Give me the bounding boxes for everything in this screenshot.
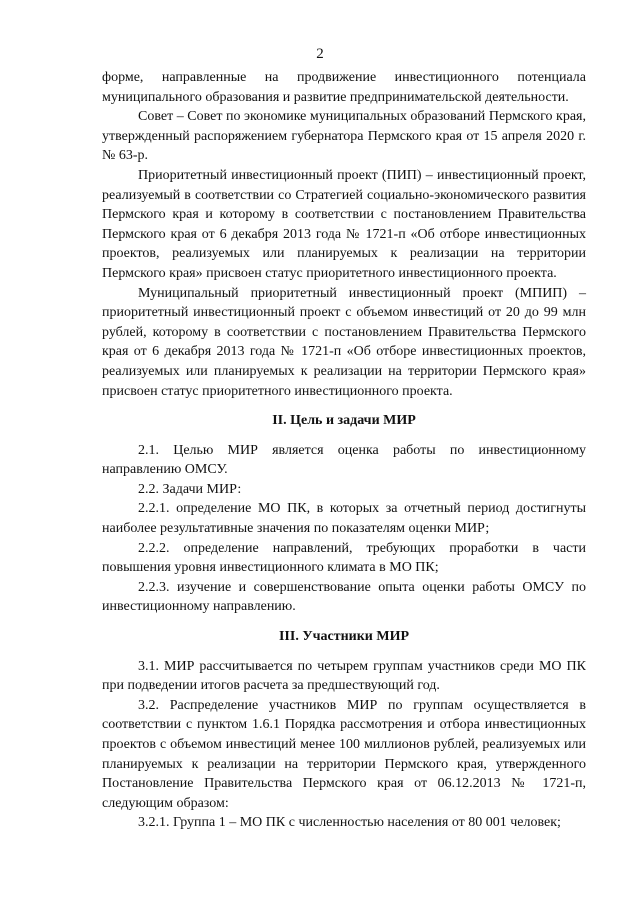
section-2-item: 2.2.3. изучение и совершенствование опыта оценки работы ОМСУ по инвестиционному направлению. — [102, 579, 586, 615]
section-3-item: 3.1. МИР рассчитывается по четырем группам участников среди МО ПК при подведении итогов расчета за предшествующий год. — [102, 658, 586, 694]
section-2-item: 2.2.1. определение МО ПК, в которых за отчетный период достигнуты наиболее результативные значения по показателям оценки МИР; — [102, 501, 586, 537]
section-3-item: 3.2.1. Группа 1 – МО ПК с численностью населения от 80 001 человек; — [138, 815, 561, 831]
section-3-item: 3.2. Распределение участников МИР по группам осуществляется в соответствии с пунктом 1.6.1 Порядка рассмотрения и отбора инвестиционных проектов с объемом инвестиций менее 100 миллионов рублей, реализуемых или планируемых к реализации на территории Пермского края, утвержденного Постановление Правительства Пермского края от 06.12.2013 № 1721-п, следующим образом: — [102, 697, 586, 811]
section-2-item: 2.2.2. определение направлений, требующих проработки в части повышения уровня инвестиционного климата в МО ПК; — [102, 540, 586, 576]
document-body — [102, 68, 586, 833]
paragraph-council-definition: Совет – Совет по экономике муниципальных образований Пермского края, утвержденный распоряжением губернатора Пермского края от 15 апреля 2020 г. № 63-р. — [102, 109, 586, 164]
section-2-item: 2.1. Целью МИР является оценка работы по инвестиционному направлению ОМСУ. — [102, 442, 586, 478]
paragraph-pip-definition: Приоритетный инвестиционный проект (ПИП) – инвестиционный проект, реализуемый в соответствии со Стратегией социально-экономического развития Пермского края и которому в соответствии с постановлением Правительства Пермского края от 6 декабря 2013 года № 1721-п «Об отборе инвестиционных проектов, реализуемых или планируемых к реализации на территории Пермского края» присвоен статус приоритетного инвестиционного проекта. — [102, 167, 586, 281]
page-number: 2 — [316, 46, 324, 62]
paragraph-continuation: форме, направленные на продвижение инвестиционного потенциала муниципального образования и развитие предпринимательской деятельности. — [102, 70, 586, 105]
section-2-heading: II. Цель и задачи МИР — [272, 413, 416, 429]
section-3-heading: III. Участники МИР — [278, 629, 410, 645]
paragraph-mpip-definition: Муниципальный приоритетный инвестиционный проект (МПИП) – приоритетный инвестиционный проект с объемом инвестиций от 20 до 99 млн рублей, которому в соответствии с постановлением Правительства Пермского края от 6 декабря 2013 года № 1721-п «Об отборе инвестиционных проектов, реализуемых или планируемых к реализации на территории Пермского края» присвоен статус приоритетного инвестиционного проекта. — [102, 285, 586, 399]
section-2-item: 2.2. Задачи МИР: — [138, 481, 242, 497]
